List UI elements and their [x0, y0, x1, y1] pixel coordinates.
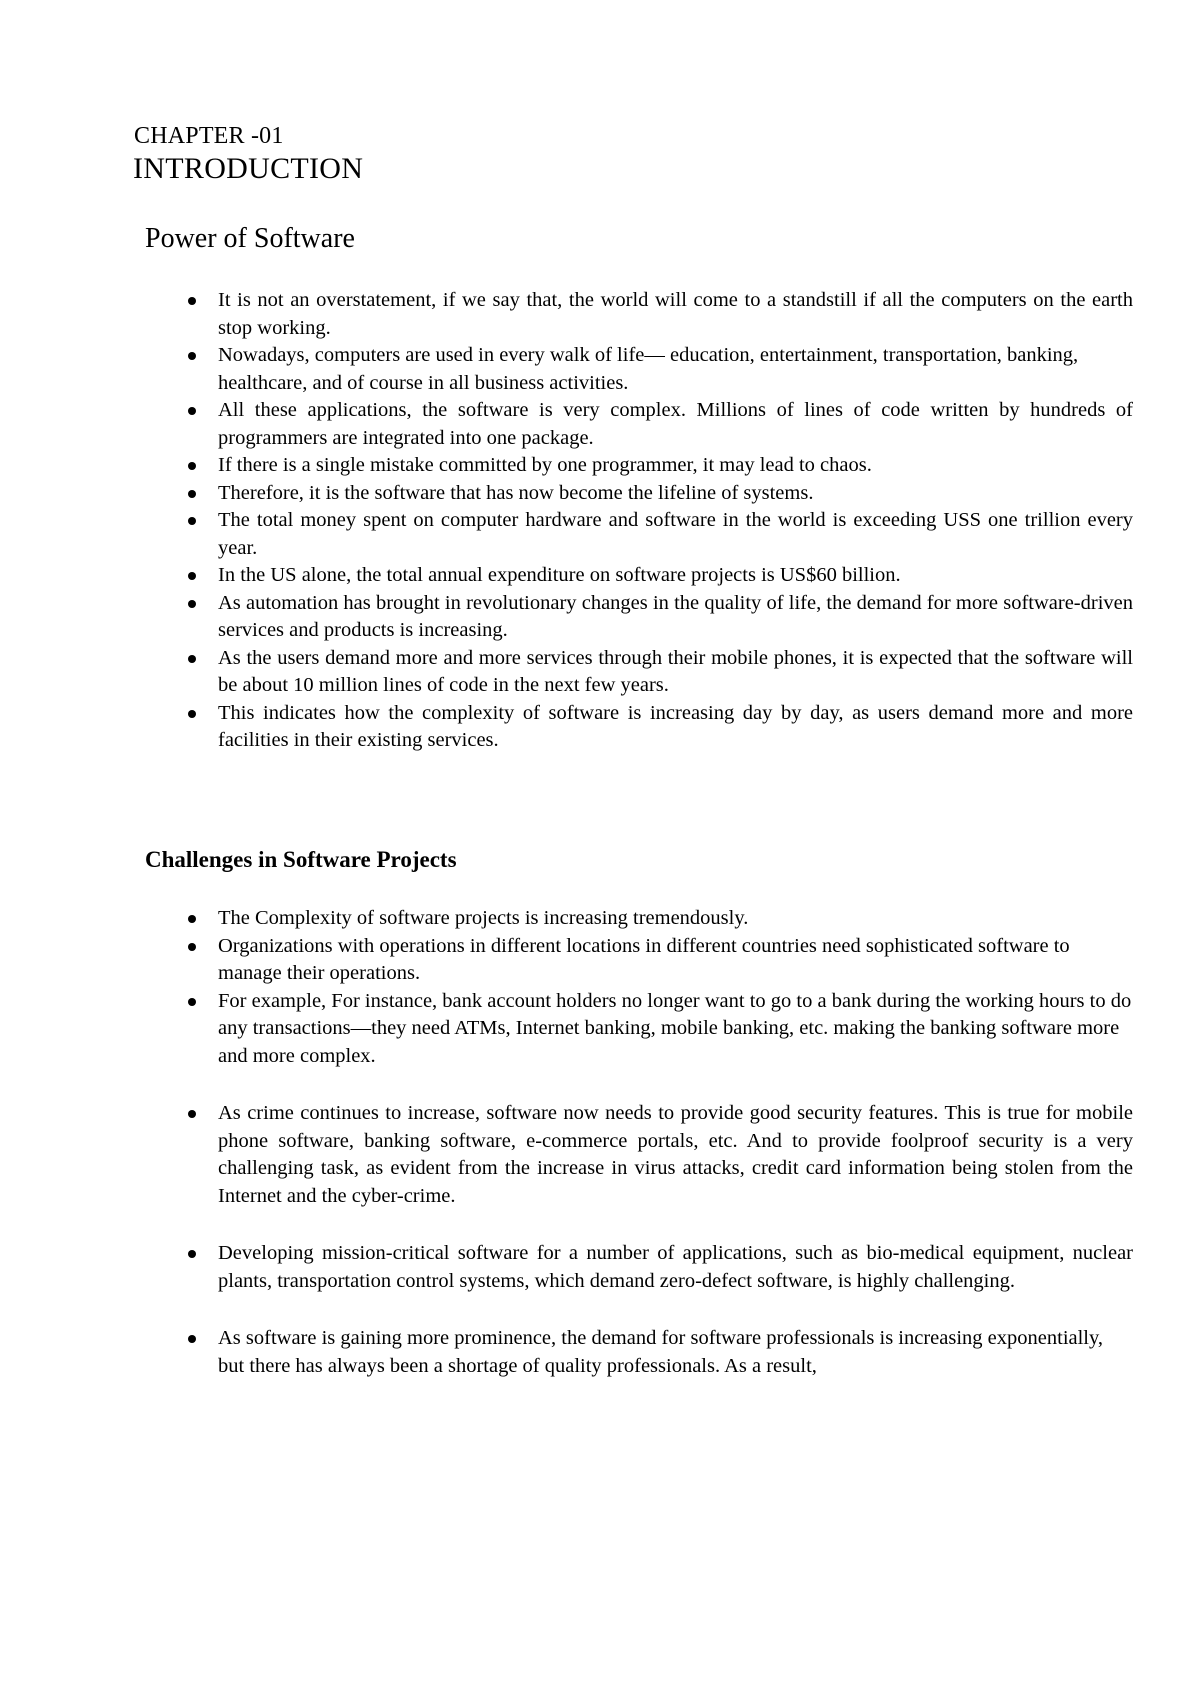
- list-item-text: All these applications, the software is very complex. Millions of lines of code written by hundreds of programmers are integrated into one package.: [218, 399, 1133, 449]
- list-item: [218, 480, 1133, 508]
- list-item-text: As automation has brought in revolutionary changes in the quality of life, the demand for more software-driven services and products is increasing.: [218, 591, 1133, 641]
- list-item-text: This indicates how the complexity of software is increasing day by day, as users demand more and more facilities in their existing services.: [218, 701, 1133, 751]
- list-item-text: Developing mission-critical software for a number of applications, such as bio-medical equipment, nuclear plants, transportation control systems, which demand zero-defect software, is highly challenging.: [218, 1242, 1133, 1292]
- section-heading-challenges: Challenges in Software Projects: [145, 847, 457, 872]
- list-item-text: As software is gaining more prominence, the demand for software professionals is increasing exponentially, but there has always been a shortage of quality professionals. As a result,: [218, 1327, 1104, 1377]
- list-item: [218, 988, 1133, 1071]
- bullet-icon: [188, 352, 196, 360]
- list-item: [218, 507, 1133, 562]
- bullet-icon: [188, 915, 196, 923]
- list-item-text: If there is a single mistake committed by one programmer, it may lead to chaos.: [218, 454, 872, 476]
- list-item: [218, 562, 1133, 590]
- chapter-title: INTRODUCTION: [133, 152, 364, 185]
- bullet-icon: [188, 462, 196, 470]
- list-item-text: As the users demand more and more services through their mobile phones, it is expected that the software will be about 10 million lines of code in the next few years.: [218, 646, 1133, 696]
- list-item-text: Nowadays, computers are used in every walk of life— education, entertainment, transportation, banking, healthcare, and of course in all business activities.: [218, 344, 1079, 394]
- list-item-text: The Complexity of software projects is increasing tremendously.: [218, 907, 749, 929]
- bullet-icon: [188, 297, 196, 305]
- list-item: [218, 590, 1133, 645]
- list-item: [218, 905, 1133, 933]
- list-item-text: The total money spent on computer hardware and software in the world is exceeding USS one trillion every year.: [218, 509, 1133, 559]
- list-item-text: For example, For instance, bank account holders no longer want to go to a bank during the working hours to do any transactions—they need ATMs, Internet banking, mobile banking, etc. making the banking software more and more complex.: [218, 989, 1132, 1067]
- chapter-label: CHAPTER -01: [134, 123, 284, 149]
- list-item-text: Therefore, it is the software that has now become the lifeline of systems.: [218, 481, 814, 504]
- bullet-icon: [188, 1110, 196, 1118]
- challenges-list: [0, 905, 1200, 1380]
- bullet-icon: [188, 710, 196, 718]
- list-item: [218, 287, 1133, 342]
- list-item-text: It is not an overstatement, if we say that, the world will come to a standstill if all the computers on the earth stop working.: [218, 289, 1133, 339]
- list-item: [218, 700, 1133, 755]
- list-item-text: In the US alone, the total annual expenditure on software projects is US$60 billion.: [218, 564, 901, 586]
- list-item-text: As crime continues to increase, software now needs to provide good security features. This is true for mobile phone software, banking software, e-commerce portals, etc. And to provide foolproof security is a very challenging task, as evident from the increase in virus attacks, credit card information being stolen from the Internet and the cyber-crime.: [218, 1102, 1133, 1207]
- bullet-icon: [188, 600, 196, 608]
- bullet-icon: [188, 1335, 196, 1343]
- bullet-icon: [188, 655, 196, 663]
- bullet-icon: [188, 1250, 196, 1258]
- list-item: [218, 397, 1133, 452]
- list-item: [218, 1240, 1133, 1295]
- bullet-icon: [188, 998, 196, 1006]
- list-item: [218, 1100, 1133, 1210]
- bullet-icon: [188, 407, 196, 415]
- list-item: [218, 1325, 1133, 1380]
- list-item: [218, 452, 1133, 480]
- list-item: [218, 933, 1133, 988]
- bullet-icon: [188, 572, 196, 580]
- power-of-software-list: [0, 287, 1200, 755]
- bullet-icon: [188, 943, 196, 951]
- list-item: [218, 645, 1133, 700]
- bullet-icon: [188, 517, 196, 525]
- section-heading-power-of-software: Power of Software: [145, 223, 355, 254]
- list-item: [218, 342, 1133, 397]
- list-item-text: Organizations with operations in different locations in different countries need sophisticated software to manage their operations.: [218, 934, 1070, 984]
- bullet-icon: [188, 490, 196, 498]
